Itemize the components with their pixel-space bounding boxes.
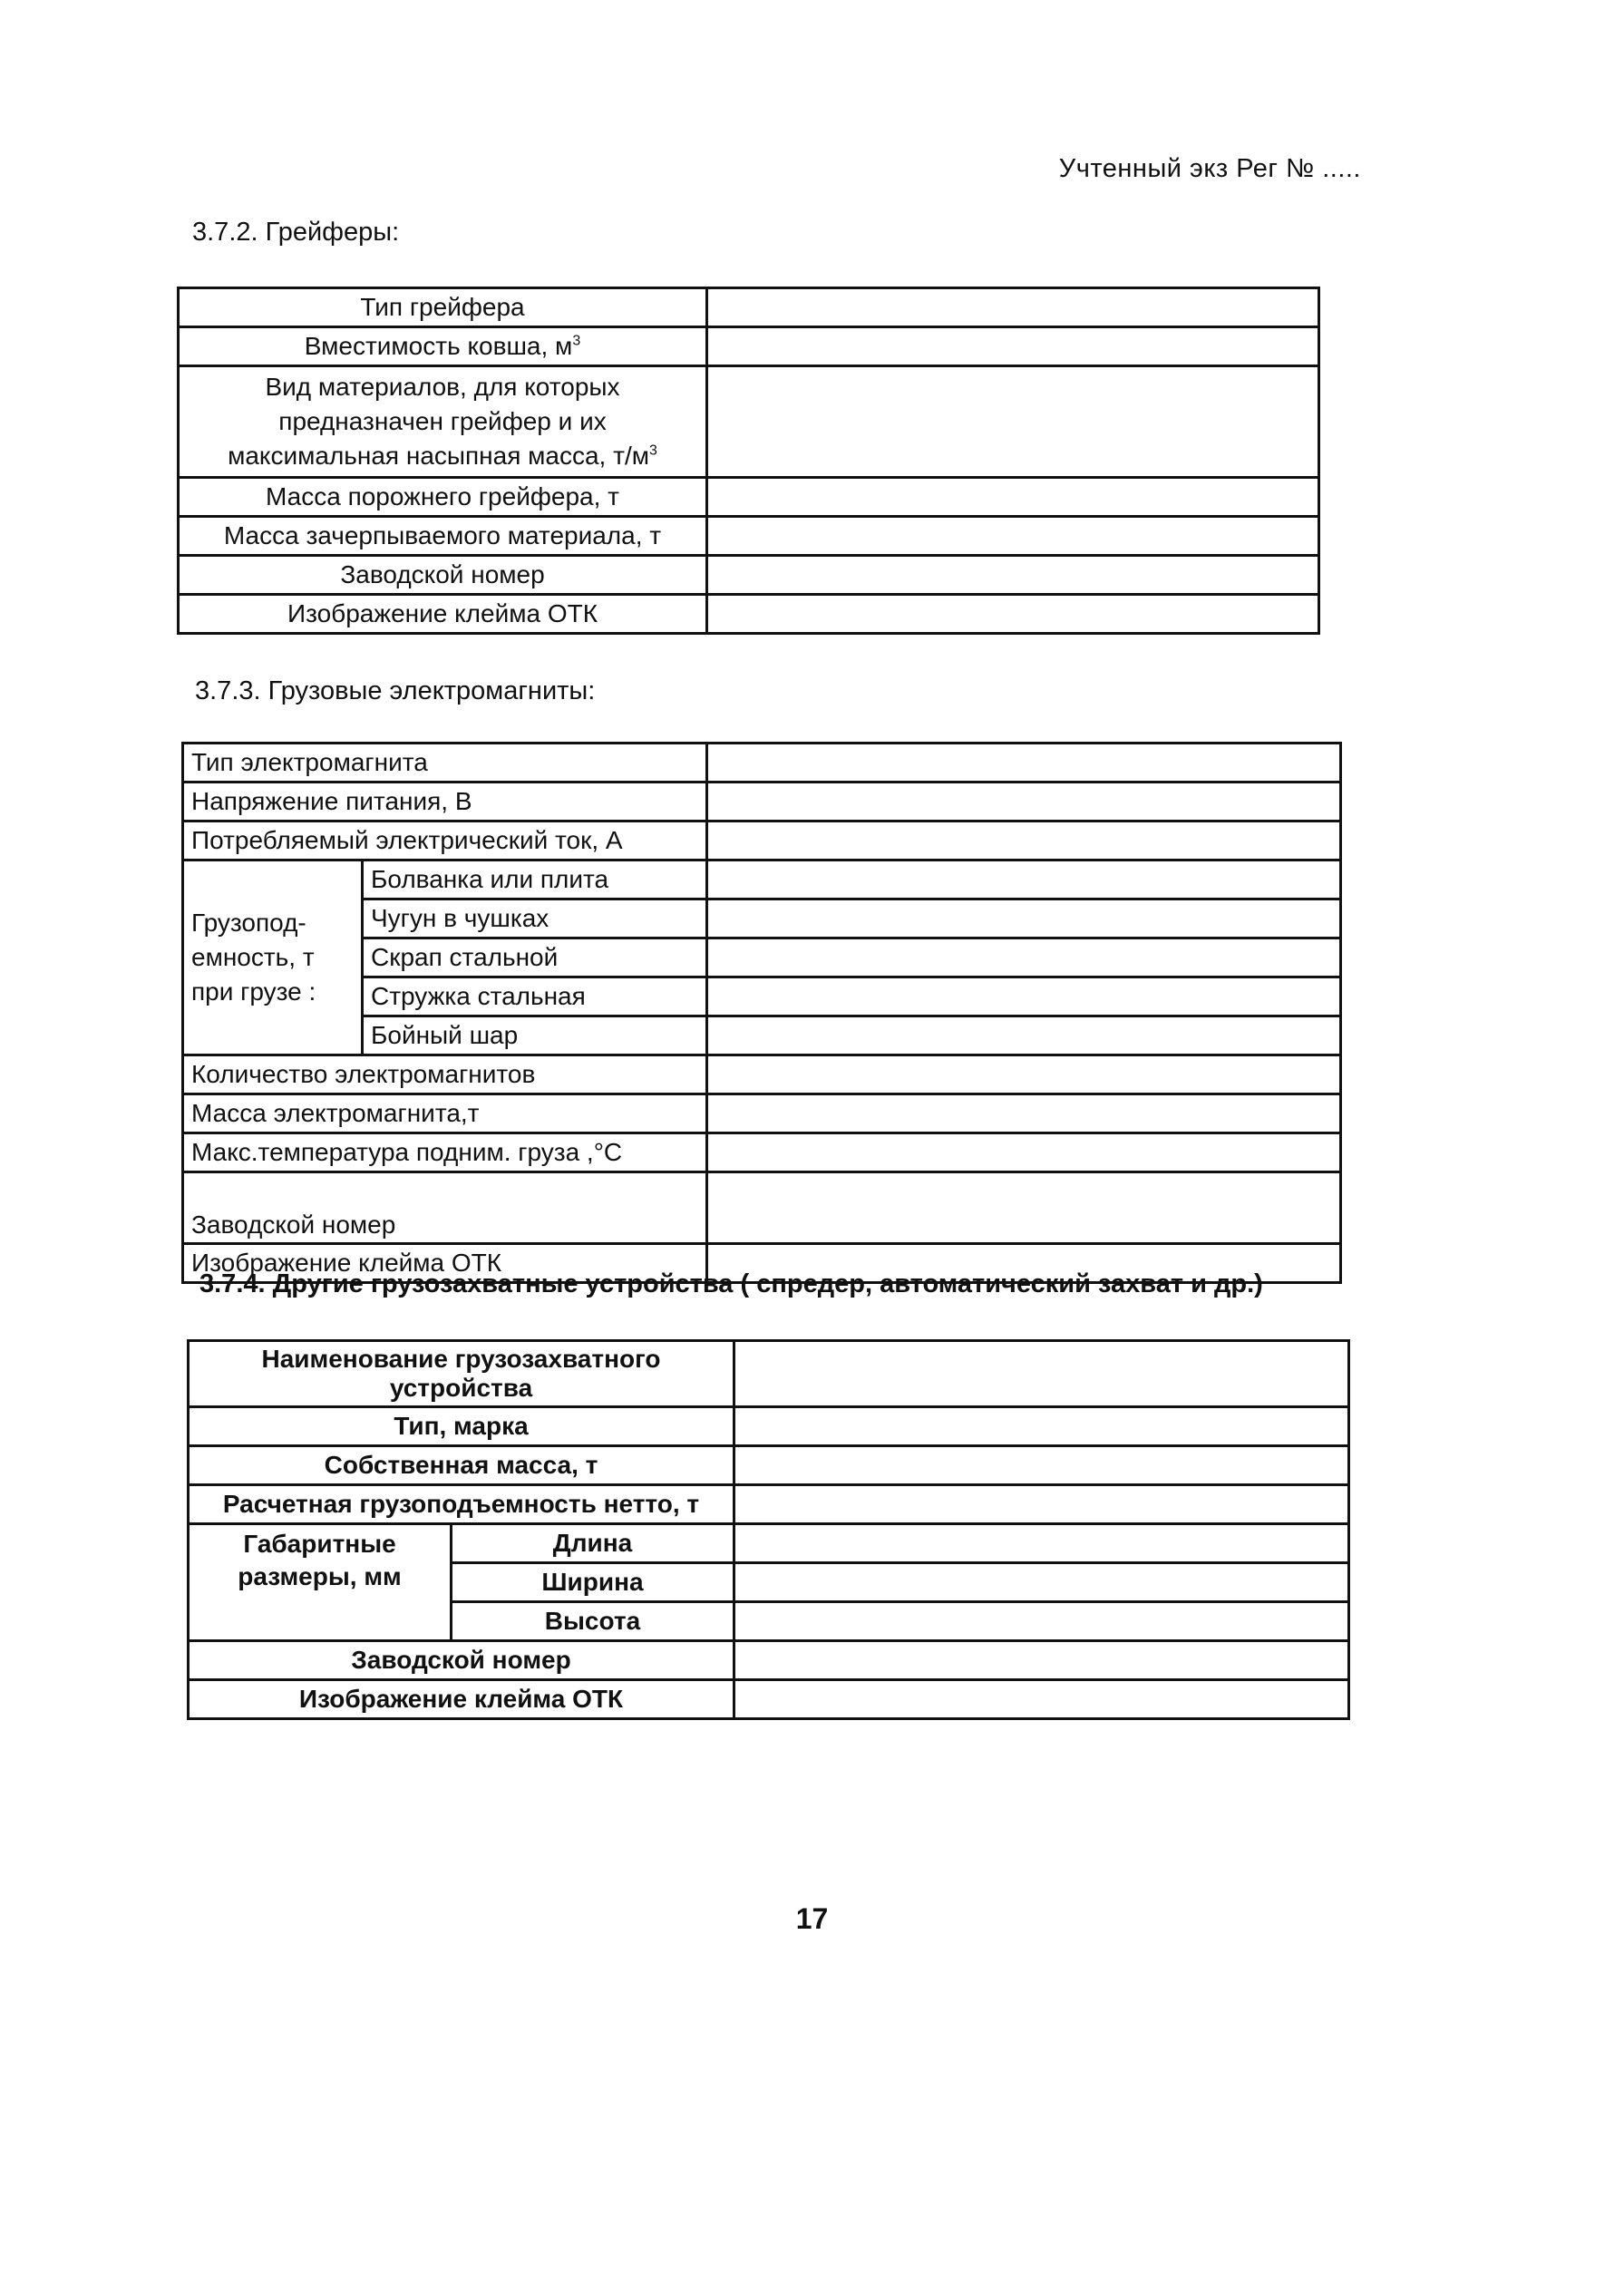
serial-number-value[interactable] (734, 1641, 1349, 1680)
table-row (189, 1641, 1349, 1680)
table-row (183, 1133, 1341, 1172)
materials-label: Вид материалов, для которых предназначен грейфер и их максимальная насыпная масса, $т/м^3$ (179, 366, 707, 478)
own-mass-value[interactable] (734, 1446, 1349, 1485)
table-row (183, 860, 1341, 899)
otk-stamp-label: Изображение клейма ОТК (183, 1244, 707, 1283)
rated-capacity-value[interactable] (734, 1485, 1349, 1524)
device-name-label: Наименование грузозахватного устройства (189, 1341, 734, 1407)
table-row (189, 1524, 1349, 1563)
current-label: Потребляемый электрический ток, А (183, 822, 707, 860)
magnet-mass-value[interactable] (707, 1094, 1341, 1133)
table-row (189, 1446, 1349, 1485)
load-type-label: Чугун в чушках (363, 899, 707, 938)
bucket-capacity-value[interactable] (707, 327, 1319, 366)
materials-value[interactable] (707, 366, 1319, 478)
current-value[interactable] (707, 822, 1341, 860)
serial-number-label: Заводской номер (183, 1172, 707, 1244)
serial-number-label: Заводской номер (179, 556, 707, 595)
table-row (183, 1055, 1341, 1094)
serial-number-value[interactable] (707, 1172, 1341, 1244)
magnet-mass-label: Масса электромагнита,т (183, 1094, 707, 1133)
serial-number-value[interactable] (707, 556, 1319, 595)
table-row (179, 327, 1319, 366)
page-number: 17 (795, 1902, 829, 1935)
type-brand-label: Тип, марка (189, 1407, 734, 1446)
dimension-label: Длина (452, 1524, 734, 1563)
empty-mass-value[interactable] (707, 478, 1319, 517)
table-row (183, 783, 1341, 822)
capacity-label: Грузопод- емность, т при грузе : (183, 860, 363, 1055)
table-row (179, 366, 1319, 478)
type-brand-value[interactable] (734, 1407, 1349, 1446)
magnet-type-value[interactable] (707, 744, 1341, 783)
table-row (179, 595, 1319, 634)
grabs-table (177, 287, 1320, 635)
dimension-value[interactable] (734, 1602, 1349, 1641)
dimension-value[interactable] (734, 1563, 1349, 1602)
max-temp-value[interactable] (707, 1133, 1341, 1172)
grab-type-value[interactable] (707, 288, 1319, 327)
table-row (183, 822, 1341, 860)
table-row (189, 1407, 1349, 1446)
magnet-count-label: Количество электромагнитов (183, 1055, 707, 1094)
magnet-count-value[interactable] (707, 1055, 1341, 1094)
scooped-mass-label: Масса зачерпываемого материала, т (179, 517, 707, 556)
table-row (179, 517, 1319, 556)
otk-stamp-label: Изображение клейма ОТК (179, 595, 707, 634)
bucket-capacity-label: Вместимость ковша, $м^3$ (179, 327, 707, 366)
table-row (179, 288, 1319, 327)
load-type-value[interactable] (707, 860, 1341, 899)
section-title-grabs: 3.7.2. Грейферы: (192, 218, 400, 247)
load-type-value[interactable] (707, 938, 1341, 977)
load-type-value[interactable] (707, 1016, 1341, 1055)
own-mass-label: Собственная масса, т (189, 1446, 734, 1485)
section-title-magnets: 3.7.3. Грузовые электромагниты: (195, 676, 596, 705)
table-row (189, 1341, 1349, 1407)
magnet-type-label: Тип электромагнита (183, 744, 707, 783)
table-row (183, 1094, 1341, 1133)
table-row (189, 1680, 1349, 1719)
scooped-mass-value[interactable] (707, 517, 1319, 556)
dimension-label: Высота (452, 1602, 734, 1641)
grab-type-label: Тип грейфера (179, 288, 707, 327)
load-type-label: Болванка или плита (363, 860, 707, 899)
load-type-label: Стружка стальная (363, 977, 707, 1016)
device-name-value[interactable] (734, 1341, 1349, 1407)
dimensions-label: Габаритные размеры, мм (189, 1524, 452, 1641)
load-type-label: Скрап стальной (363, 938, 707, 977)
empty-mass-label: Масса порожнего грейфера, т (179, 478, 707, 517)
table-row (179, 556, 1319, 595)
section-title-other-devices: 3.7.4. Другие грузозахватные устройства ( спредер, автоматический захват и др.) (199, 1269, 1263, 1298)
table-row (183, 744, 1341, 783)
voltage-value[interactable] (707, 783, 1341, 822)
load-type-value[interactable] (707, 977, 1341, 1016)
otk-stamp-value[interactable] (707, 595, 1319, 634)
otk-stamp-value[interactable] (734, 1680, 1349, 1719)
load-type-value[interactable] (707, 899, 1341, 938)
voltage-label: Напряжение питания, В (183, 783, 707, 822)
magnets-table (181, 742, 1342, 1284)
load-type-label: Бойный шар (363, 1016, 707, 1055)
otk-stamp-label: Изображение клейма ОТК (189, 1680, 734, 1719)
registration-note: Учтенный экз Рег № ..... (1058, 154, 1361, 183)
rated-capacity-label: Расчетная грузоподъемность нетто, т (189, 1485, 734, 1524)
max-temp-label: Макс.температура подним. груза ,°С (183, 1133, 707, 1172)
dimension-value[interactable] (734, 1524, 1349, 1563)
table-row (183, 1172, 1341, 1244)
table-row (179, 478, 1319, 517)
dimension-label: Ширина (452, 1563, 734, 1602)
other-devices-table (187, 1339, 1350, 1720)
serial-number-label: Заводской номер (189, 1641, 734, 1680)
table-row (189, 1485, 1349, 1524)
